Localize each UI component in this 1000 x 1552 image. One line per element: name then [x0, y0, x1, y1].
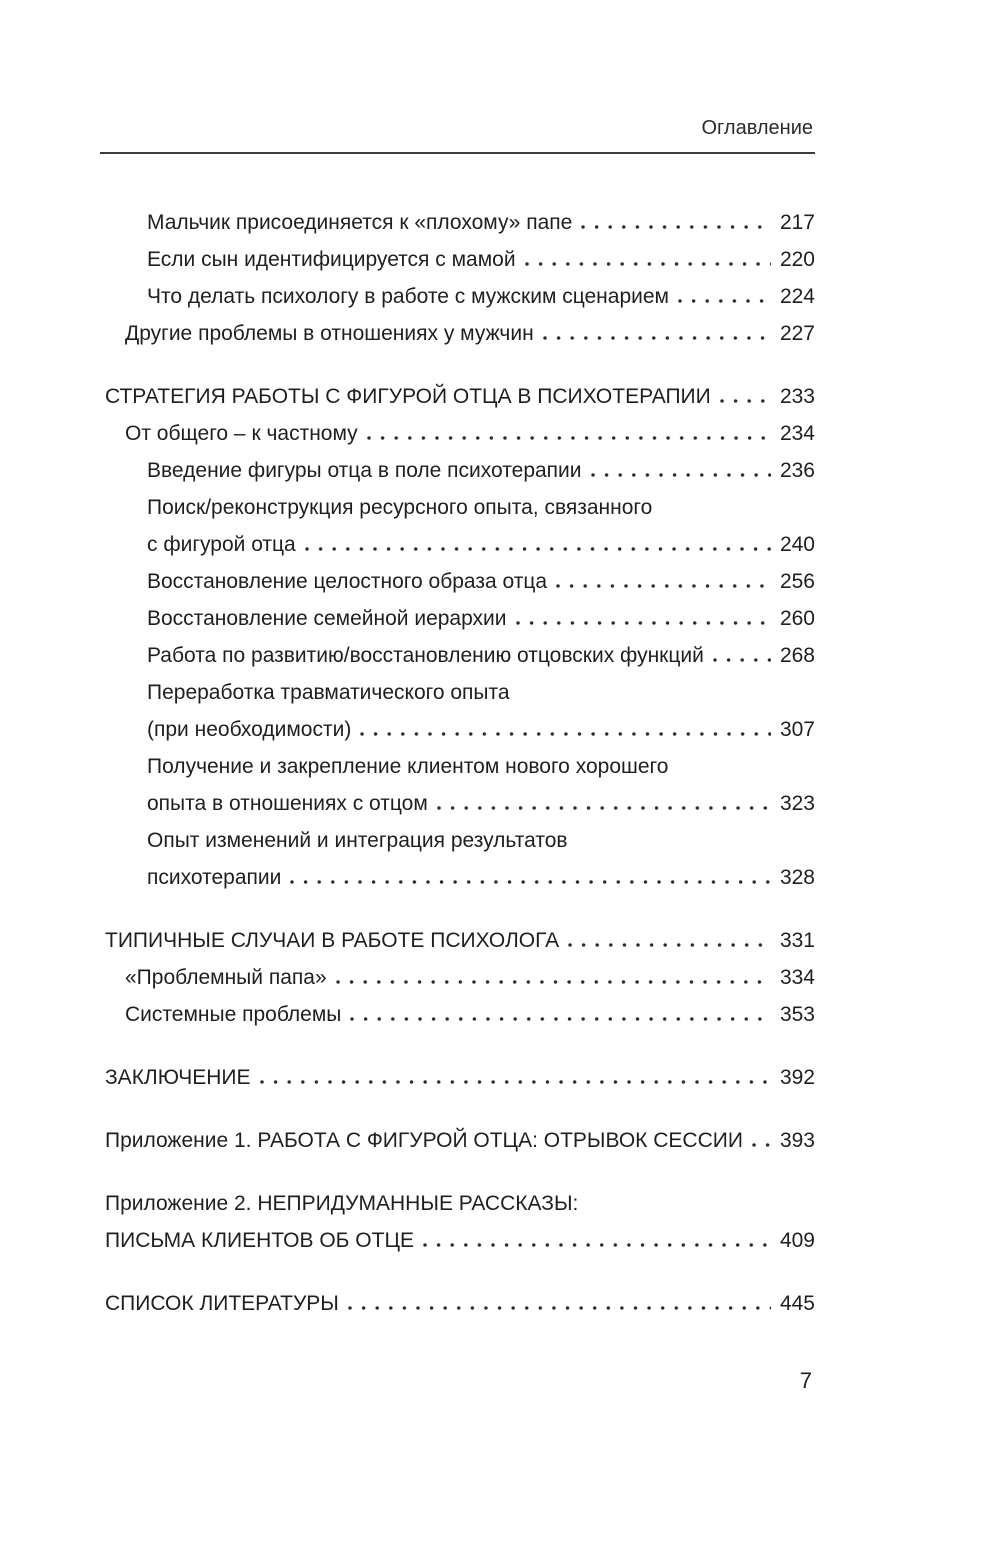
dot-leader: [581, 225, 771, 229]
toc-entry-title: СТРАТЕГИЯ РАБОТЫ С ФИГУРОЙ ОТЦА В ПСИХОТЕРАПИИ: [105, 385, 711, 408]
dot-leader: [516, 621, 771, 625]
toc-entry-page: 240: [779, 533, 815, 556]
toc-entry-page: 392: [779, 1066, 815, 1089]
toc-entry: [105, 922, 815, 959]
toc-entry-title: Опыт изменений и интеграция результатов: [147, 829, 568, 852]
dot-leader: [336, 980, 771, 984]
page-header: [100, 116, 815, 154]
toc-entry-title: психотерапии: [147, 866, 282, 889]
toc-line: [105, 204, 815, 241]
toc-line: [105, 489, 815, 526]
dot-leader: [591, 473, 771, 477]
toc-entry-title: Работа по развитию/восстановлению отцовских функций: [147, 644, 704, 667]
toc-line: [105, 1185, 815, 1222]
toc-line: [105, 859, 815, 896]
toc-entry-page: 323: [779, 792, 815, 815]
toc-entry-title: (при необходимости): [147, 718, 352, 741]
toc-line: [105, 600, 815, 637]
dot-leader: [678, 299, 771, 303]
toc-entry-page: 445: [779, 1292, 815, 1315]
toc-entry-page: 307: [779, 718, 815, 741]
toc-entry-page: 236: [779, 459, 815, 482]
toc-entry-title: Восстановление целостного образа отца: [147, 570, 548, 593]
dot-leader: [423, 1243, 771, 1247]
toc-entry-page: 409: [779, 1229, 815, 1252]
toc-line: [105, 922, 815, 959]
toc-entry-title: Получение и закрепление клиентом нового хорошего: [147, 755, 669, 778]
page-number: 7: [799, 1368, 812, 1393]
header-rule: [100, 152, 815, 154]
toc-line: [105, 526, 815, 563]
dot-leader: [752, 1143, 771, 1147]
dot-leader: [360, 732, 771, 736]
toc-entry: [105, 674, 815, 748]
toc-entry-title: Если сын идентифицируется с мамой: [147, 248, 516, 271]
dot-leader: [367, 436, 771, 440]
toc-entry-page: 233: [779, 385, 815, 408]
toc-line: [105, 452, 815, 489]
toc-entry-title: Мальчик присоединяется к «плохому» папе: [147, 211, 573, 234]
dot-leader: [437, 806, 771, 810]
toc-line: [105, 748, 815, 785]
toc-entry: [105, 378, 815, 415]
dot-leader: [290, 880, 771, 884]
toc-entry-page: 328: [779, 866, 815, 889]
toc-line: [105, 822, 815, 859]
toc-entry-title: с фигурой отца: [147, 533, 296, 556]
toc-line: [105, 996, 815, 1033]
toc-entry-title: Поиск/реконструкция ресурсного опыта, связанного: [147, 496, 653, 519]
dot-leader: [568, 943, 771, 947]
toc-entry: [105, 241, 815, 278]
toc-entry-page: 224: [779, 285, 815, 308]
toc-entry: [105, 452, 815, 489]
toc-entry: [105, 489, 815, 563]
toc-line: [105, 637, 815, 674]
toc-entry-page: 260: [779, 607, 815, 630]
toc-entry-page: 393: [779, 1129, 815, 1152]
toc-entry-page: 353: [779, 1003, 815, 1026]
toc-entry: [105, 415, 815, 452]
toc-entry-page: 227: [779, 322, 815, 345]
dot-leader: [713, 658, 771, 662]
toc-entry: [105, 600, 815, 637]
toc-entry: [105, 204, 815, 241]
dot-leader: [525, 262, 771, 266]
toc-entry-page: 256: [779, 570, 815, 593]
toc-entry-page: 234: [779, 422, 815, 445]
toc-entry-title: Введение фигуры отца в поле психотерапии: [147, 459, 582, 482]
toc-entry-title: ТИПИЧНЫЕ СЛУЧАИ В РАБОТЕ ПСИХОЛОГА: [105, 929, 560, 952]
page-footer: [800, 1368, 812, 1394]
toc-line: [105, 415, 815, 452]
page-header-title: Оглавление: [701, 117, 813, 139]
toc-entry: [105, 959, 815, 996]
toc-entry: [105, 563, 815, 600]
toc-entry-title: ПИСЬМА КЛИЕНТОВ ОБ ОТЦЕ: [105, 1229, 415, 1252]
toc-line: [105, 315, 815, 352]
toc-entry-page: 268: [779, 644, 815, 667]
toc-line: [105, 785, 815, 822]
toc-entry: [105, 315, 815, 352]
toc-entry-title: Приложение 1. РАБОТА С ФИГУРОЙ ОТЦА: ОТРЫВОК СЕССИИ: [105, 1129, 743, 1152]
toc-line: [105, 711, 815, 748]
toc-entry-title: Системные проблемы: [125, 1003, 342, 1026]
toc-entry: [105, 822, 815, 896]
toc-entry-title: От общего – к частному: [125, 422, 358, 445]
toc-line: [105, 563, 815, 600]
toc-entry: [105, 996, 815, 1033]
toc-entry: [105, 1285, 815, 1322]
toc-line: [105, 674, 815, 711]
toc-line: [105, 1222, 815, 1259]
toc-entry: [105, 1185, 815, 1259]
toc-entry: [105, 637, 815, 674]
toc-line: [105, 241, 815, 278]
toc-line: [105, 1285, 815, 1322]
dot-leader: [348, 1306, 771, 1310]
toc-entry: [105, 1122, 815, 1159]
toc-entry-title: ЗАКЛЮЧЕНИЕ: [105, 1066, 251, 1089]
dot-leader: [720, 399, 771, 403]
dot-leader: [350, 1017, 771, 1021]
toc-line: [105, 378, 815, 415]
dot-leader: [543, 336, 771, 340]
toc-entry-title: Что делать психологу в работе с мужским сценарием: [147, 285, 669, 308]
toc-entry-page: 331: [779, 929, 815, 952]
toc-entry: [105, 1059, 815, 1096]
toc-line: [105, 278, 815, 315]
toc-line: [105, 959, 815, 996]
dot-leader: [556, 584, 771, 588]
toc-entry-title: опыта в отношениях с отцом: [147, 792, 428, 815]
toc-entry-title: Другие проблемы в отношениях у мужчин: [125, 322, 534, 345]
toc-entry-page: 334: [779, 966, 815, 989]
toc-list: [105, 204, 815, 1322]
toc-entry-title: Восстановление семейной иерархии: [147, 607, 507, 630]
toc-entry-title: «Проблемный папа»: [125, 966, 327, 989]
toc-entry-title: СПИСОК ЛИТЕРАТУРЫ: [105, 1292, 339, 1315]
dot-leader: [305, 547, 771, 551]
toc-entry-page: 220: [779, 248, 815, 271]
toc-entry: [105, 748, 815, 822]
toc-entry: [105, 278, 815, 315]
toc-entry-title: Переработка травматического опыта: [147, 681, 510, 704]
toc-line: [105, 1059, 815, 1096]
toc-line: [105, 1122, 815, 1159]
toc-entry-title: Приложение 2. НЕПРИДУМАННЫЕ РАССКАЗЫ:: [105, 1192, 579, 1215]
toc-entry-page: 217: [779, 211, 815, 234]
dot-leader: [260, 1080, 771, 1084]
